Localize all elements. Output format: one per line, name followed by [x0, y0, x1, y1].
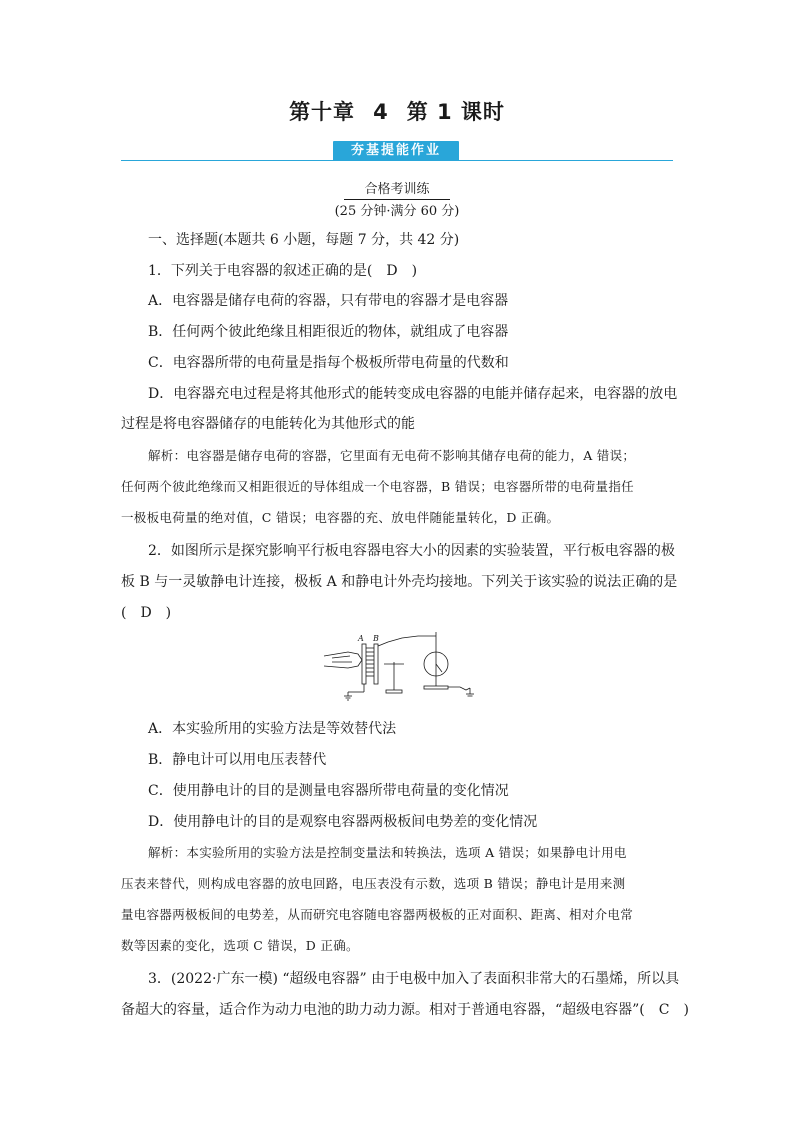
- q2-analysis-line3: 量电容器两极板间的电势差，从而研究电容随电容器两极板的正对面积、距离、相对介电常: [121, 907, 634, 922]
- q3-stem-line2: 备超大的容量，适合作为动力电池的助力动力源。相对于普通电容器，“超级电容器”( C ): [121, 1002, 689, 1018]
- subtitle-time: (25 分钟·满分 60 分): [334, 204, 460, 219]
- q2-analysis-line1: 解析：本实验所用的实验方法是控制变量法和转换法，选项 A 错误；如果静电计用电: [148, 845, 627, 860]
- title-chapter: 第十章: [289, 100, 356, 124]
- plate-a-label: A: [358, 634, 364, 643]
- q1-option-d-line1: D．电容器充电过程是将其他形式的能转变成电容器的电能并储存起来，电容器的放电: [148, 386, 678, 402]
- q2-analysis-line2: 压表来替代，则构成电容器的放电回路，电压表没有示数，选项 B 错误；静电计是用来测: [121, 876, 626, 891]
- q2-stem-line2: 板 B 与一灵敏静电计连接，极板 A 和静电计外壳均接地。下列关于该实验的说法正确的是: [121, 574, 678, 590]
- q2-stem-line3: ( D ): [121, 605, 172, 621]
- q1-analysis-line1: 解析：电容器是储存电荷的容器，它里面有无电荷不影响其储存电荷的能力，A 错误；: [148, 448, 636, 463]
- page-title: [0, 96, 794, 126]
- q1-option-b: B．任何两个彼此绝缘且相距很近的物体，就组成了电容器: [148, 324, 509, 340]
- section-badge: 夯基提能作业: [333, 141, 459, 161]
- q1-analysis-line3: 一极板电荷量的绝对值，C 错误；电容器的充、放电伴随能量转化，D 正确。: [121, 510, 560, 525]
- q2-option-c: C．使用静电计的目的是测量电容器所带电荷量的变化情况: [148, 783, 509, 799]
- q2-analysis-line4: 数等因素的变化，选项 C 错误，D 正确。: [121, 938, 359, 953]
- q1-option-c: C．电容器所带的电荷量是指每个极板所带电荷量的代数和: [148, 355, 509, 371]
- q2-stem-line1: 2．如图所示是探究影响平行板电容器电容大小的因素的实验装置，平行板电容器的极: [148, 543, 675, 559]
- q3-stem-line1: 3．(2022·广东一模) “超级电容器” 由于电极中加入了表面积非常大的石墨烯，所以具: [148, 971, 680, 987]
- q1-analysis-line2: 任何两个彼此绝缘而又相距很近的导体组成一个电容器，B 错误；电容器所带的电荷量指任: [121, 479, 634, 494]
- subtitle-name: 合格考训练: [0, 178, 794, 200]
- q2-option-b: B．静电计可以用电压表替代: [148, 752, 327, 768]
- q2-option-a: A．本实验所用的实验方法是等效替代法: [148, 721, 397, 737]
- plate-b-label: B: [373, 634, 379, 643]
- q1-option-d-line2: 过程是将电容器储存的电能转化为其他形式的能: [121, 416, 415, 432]
- q1-option-a: A．电容器是储存电荷的容器，只有带电的容器才是电容器: [148, 293, 509, 309]
- title-section: 4: [373, 100, 389, 124]
- section-heading: 一、选择题(本题共 6 小题，每题 7 分，共 42 分): [148, 232, 460, 248]
- title-lesson: 第 1 课时: [406, 100, 505, 124]
- q2-option-d: D．使用静电计的目的是观察电容器两极板间电势差的变化情况: [148, 814, 538, 830]
- capacitor-electrometer-diagram: [318, 632, 478, 702]
- q1-stem: 1．下列关于电容器的叙述正确的是( D ): [148, 263, 418, 279]
